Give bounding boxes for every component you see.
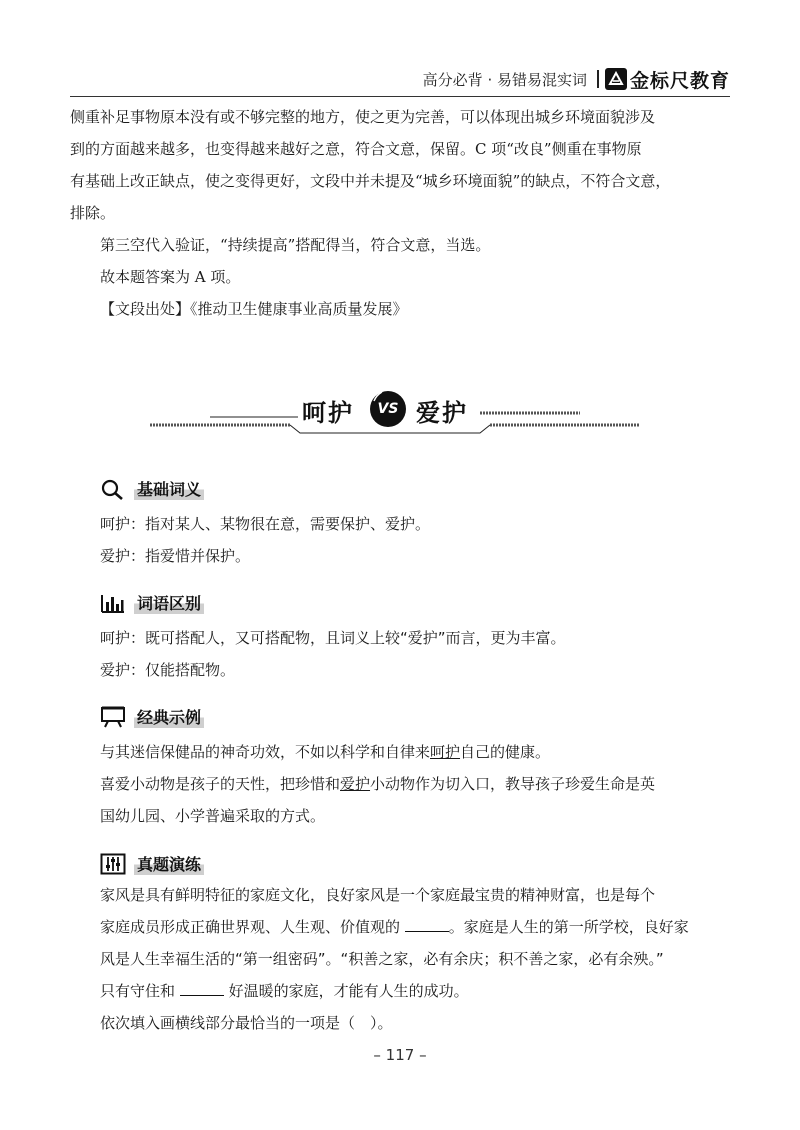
comparison-title: [150, 385, 640, 440]
brand-name: 金标尺教育: [629, 69, 730, 92]
practice-line-2: [100, 911, 730, 943]
section-basic-label: 基础词义: [134, 477, 204, 500]
word-right: 爱护: [416, 398, 468, 427]
section-diff-label: 词语区别: [134, 591, 204, 614]
section-diff-heading: [100, 591, 204, 614]
example-2-keyword: 爱护: [340, 775, 371, 793]
page-header: [380, 64, 730, 94]
diff-line-2: 爱护：仅能搭配物。: [100, 661, 236, 679]
example-2-before: 喜爱小动物是孩子的天性，把珍惜和: [100, 775, 341, 793]
section-examples-heading: [100, 705, 204, 728]
intro-line-3: 有基础上改正缺点，使之变得更好，文段中并未提及“城乡环境面貌”的缺点，不符合文意，: [70, 172, 671, 190]
section-basic-body: [100, 508, 730, 572]
section-practice-body: [100, 879, 730, 1039]
section-practice-label: 真题演练: [134, 852, 204, 875]
intro-line-2: 到的方面越来越多，也变得越来越好之意，符合文意，保留。C 项“改良”侧重在事物原: [70, 140, 642, 158]
header-separator: [597, 70, 599, 88]
section-examples-label: 经典示例: [134, 705, 204, 728]
diff-line-1: 呵护：既可搭配人，又可搭配物，且词义上较“爱护”而言，更为丰富。: [100, 629, 566, 647]
section-practice-heading: [100, 852, 204, 875]
mixer-sliders-icon: [100, 853, 126, 875]
example-1: [100, 736, 730, 768]
example-2: [100, 768, 730, 800]
practice-question: 依次填入画横线部分最恰当的一项是（ ）。: [100, 1014, 393, 1032]
answer-line: 故本题答案为 A 项。: [100, 268, 241, 286]
intro-line-1: 侧重补足事物原本没有或不够完整的地方，使之更为完善，可以体现出城乡环境面貌涉及: [70, 108, 656, 126]
third-blank-verify: 第三空代入验证，“持续提高”搭配得当，符合文意，当选。: [100, 236, 491, 254]
basic-line-2: 爱护：指爱惜并保护。: [100, 547, 251, 565]
practice-line-3: 风是人生幸福生活的“第一组密码”。“积善之家，必有余庆；积不善之家，必有余殃。”: [100, 950, 664, 968]
example-1-keyword: 呵护: [430, 743, 461, 761]
section-basic-heading: [100, 477, 204, 500]
header-title: 高分必背 · 易错易混实词: [422, 70, 587, 89]
magnifier-icon: [100, 478, 126, 500]
practice-line-2-after: 。家庭是人生的第一所学校，良好家: [448, 918, 689, 936]
fill-blank-2: [180, 981, 224, 996]
example-2-line-2: 国幼儿园、小学普遍采取的方式。: [100, 807, 326, 825]
example-2-after: 小动物作为切入口，教导孩子珍爱生命是英: [370, 775, 656, 793]
brand-mark-icon: [605, 68, 627, 90]
intro-line-4: 排除。: [70, 204, 116, 222]
practice-line-4: [100, 975, 730, 1007]
vs-label: VS: [377, 401, 399, 417]
bar-chart-icon: [100, 592, 126, 614]
word-left: 呵护: [302, 398, 354, 427]
example-1-before: 与其迷信保健品的神奇功效，不如以科学和自律来: [100, 743, 431, 761]
source-line: 【文段出处】《推动卫生健康事业高质量发展》: [100, 300, 408, 318]
practice-line-4-before: 只有守住和: [100, 982, 176, 1000]
example-1-after: 自己的健康。: [460, 743, 551, 761]
practice-line-1: 家风是具有鲜明特征的家庭文化，良好家风是一个家庭最宝贵的精神财富，也是每个: [100, 886, 656, 904]
brand-logo: [605, 66, 730, 93]
section-examples-body: [100, 736, 730, 832]
fill-blank-1: [405, 917, 449, 932]
basic-line-1: 呵护：指对某人、某物很在意，需要保护、爱护。: [100, 515, 431, 533]
easel-board-icon: [100, 706, 126, 728]
header-rule: [70, 96, 730, 97]
practice-line-2-before: 家庭成员形成正确世界观、人生观、价值观的: [100, 918, 401, 936]
section-diff-body: [100, 622, 730, 686]
vs-badge: [368, 389, 408, 429]
intro-explanation: [70, 101, 730, 325]
practice-line-4-after: 好温暖的家庭，才能有人生的成功。: [228, 982, 469, 1000]
page-number: – 117 –: [373, 1046, 427, 1064]
